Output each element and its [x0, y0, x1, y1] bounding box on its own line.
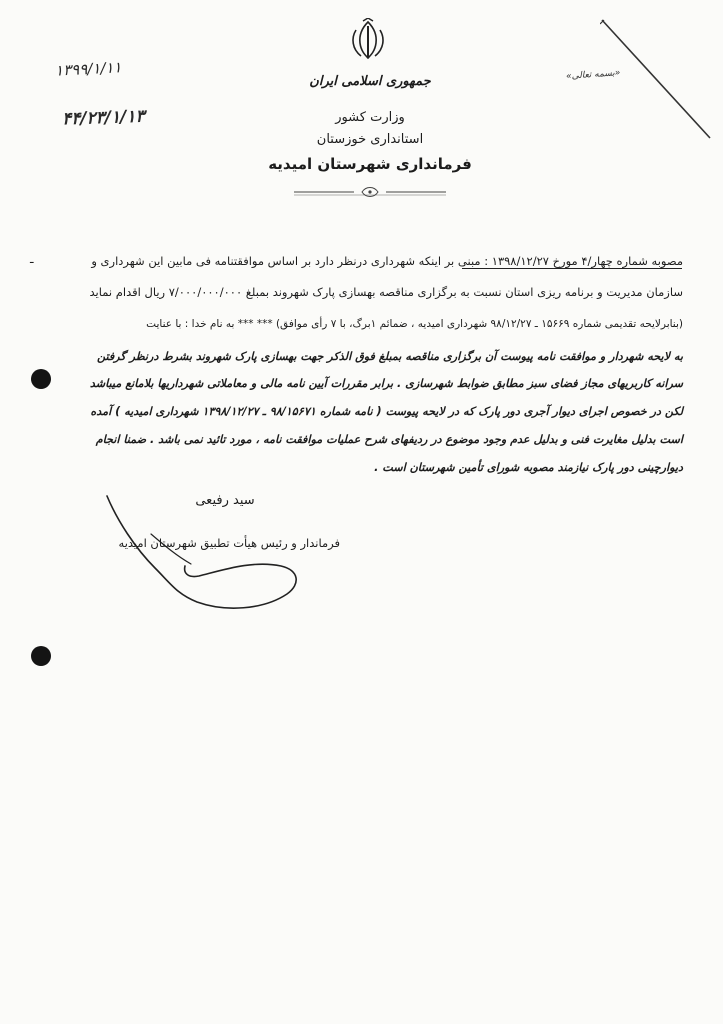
resolution-line-3: (بنابرلایحه تقدیمی شماره ۱۵۶۶۹ ـ ۹۸/۱۲/۲۷ شهرداری امیدیه ، ضمائم ۱برگ، با ۷ رأی موافق) *** *** به نام خدا : با عنایت	[146, 318, 683, 330]
handwritten-signature	[95, 490, 310, 615]
list-dash: ـ	[30, 252, 34, 266]
resolution-number-underline	[462, 268, 682, 269]
basmala-text: «بسمه تعالی»	[565, 68, 621, 82]
ministry-title: وزارت کشور	[335, 110, 405, 125]
governorate-title: فرمانداری شهرستان امیدیه	[268, 155, 472, 173]
handwritten-date: ۱۳۹۹/۱/۱۱	[54, 58, 122, 80]
header-ornament-divider	[290, 185, 450, 199]
resolution-line-1: مصوبه شماره چهار/۴ مورخ ۱۳۹۸/۱۲/۲۷ : مبنی بر اینکه شهرداری درنظر دارد بر اساس موافقتنامه فی مابین این شهرداری و	[91, 254, 683, 268]
iran-emblem-icon	[349, 18, 387, 62]
resolution-line-5: سرانه کاربریهای مجاز فضای سبز مطابق ضوابط شهرسازی . برابر مقررات آیین نامه مالی و معاملاتی شهرداریها بلامانع میباشد	[89, 377, 683, 390]
signer-name: سید رفیعی	[195, 493, 255, 508]
resolution-line-7: است بدلیل مغایرت فنی و بدلیل عدم وجود موضوع در ردیفهای شرح عملیات موافقت نامه ، مورد تائید نمی باشد . ضمنا انجام	[95, 433, 683, 446]
province-governorate-title: استانداری خوزستان	[316, 132, 424, 147]
resolution-line-2: سازمان مدیریت و برنامه ریزی استان نسبت به برگزاری مناقصه بهسازی پارک شهروند بمبلغ ۷/۰۰۰/۰۰۰/۰۰۰ ریال اقدام نماید	[89, 285, 683, 299]
resolution-line-4: به لایحه شهردار و موافقت نامه پیوست آن برگزاری مناقصه بمبلغ فوق الذکر جهت بهسازی پارک شهروند بشرط درنظر گرفتن	[96, 350, 683, 363]
punch-hole	[31, 646, 51, 666]
signer-title: فرماندار و رئیس هیأت تطبیق شهرستان امیدیه	[118, 536, 340, 550]
handwritten-letter-number: ۴۴/۲۳/۱/۱۳	[61, 106, 145, 130]
punch-hole	[31, 369, 51, 389]
republic-title: جمهوری اسلامی ایران	[309, 74, 431, 89]
resolution-line-8: دیوارچینی دور پارک نیازمند مصوبه شورای تأمین شهرستان است .	[374, 461, 683, 474]
resolution-line-6: لکن در خصوص اجرای دیوار آجری دور پارک که در لایحه پیوست ( نامه شماره ۹۸/۱۵۶۷۱ ـ ۱۳۹۸/۱۲/۲۷ شهرداری امیدیه ) آمده	[90, 405, 683, 418]
corner-diagonal-line	[600, 18, 712, 140]
